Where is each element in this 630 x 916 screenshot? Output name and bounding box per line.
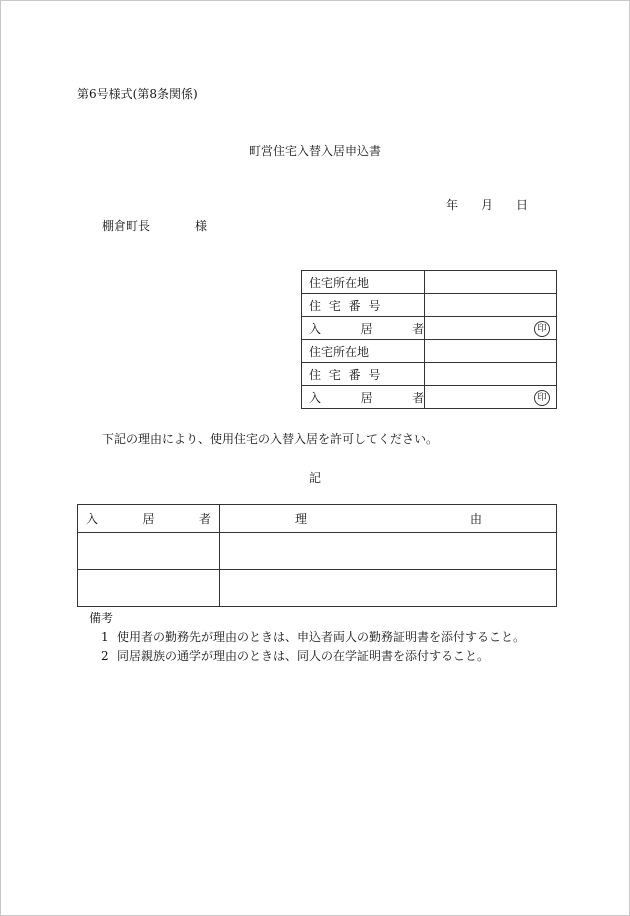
header-reason (220, 505, 557, 533)
document-title: 町営住宅入替入居申込書 (248, 144, 381, 158)
applicant-value-cell[interactable] (425, 294, 557, 317)
applicant-value-cell[interactable] (425, 363, 557, 386)
addressee-honorific: 様 (195, 219, 208, 233)
applicant-label: 住 宅 番 号 (302, 294, 425, 317)
header-char: 由 (469, 512, 482, 526)
note-text: 同居親族の通学が理由のときは、同人の在学証明書を添付すること。 (117, 649, 490, 663)
applicant-label: 入 居 者 (302, 386, 425, 409)
applicant-table (301, 270, 557, 409)
table-row (302, 363, 557, 386)
header-resident (78, 505, 220, 533)
header-char: 居 (142, 512, 155, 526)
applicant-label: 住 宅 番 号 (302, 363, 425, 386)
seal-mark: 印 (534, 390, 550, 406)
applicant-label: 住宅所在地 (302, 340, 425, 363)
applicant-value-cell[interactable] (425, 317, 557, 340)
reason-cell[interactable] (220, 570, 557, 607)
date-year-label: 年 (446, 198, 459, 212)
applicant-label: 入 居 者 (302, 317, 425, 340)
table-row (302, 317, 557, 340)
applicant-label: 住宅所在地 (302, 271, 425, 294)
note-number: 1 (101, 630, 109, 644)
form-number: 第6号様式(第8条関係) (77, 87, 198, 101)
ki-heading: 記 (308, 471, 321, 485)
applicant-value-cell[interactable] (425, 386, 557, 409)
note-number: 2 (101, 649, 109, 663)
header-char: 者 (198, 512, 211, 526)
table-row (78, 533, 557, 570)
resident-cell[interactable] (78, 570, 220, 607)
table-row (78, 570, 557, 607)
notes-heading: 備考 (89, 611, 114, 625)
request-text: 下記の理由により、使用住宅の入替入居を許可してください。 (102, 432, 439, 446)
header-char: 理 (295, 512, 308, 526)
reason-table (77, 504, 557, 607)
reason-cell[interactable] (220, 533, 557, 570)
addressee-name: 棚倉町長 (102, 219, 151, 233)
table-row (302, 271, 557, 294)
note-text: 使用者の勤務先が理由のときは、申込者両人の勤務証明書を添付すること。 (117, 630, 526, 644)
date-day-label: 日 (516, 198, 529, 212)
header-char: 入 (86, 512, 99, 526)
table-header-row (78, 505, 557, 533)
table-row (302, 294, 557, 317)
resident-cell[interactable] (78, 533, 220, 570)
seal-mark: 印 (534, 321, 550, 337)
table-row (302, 386, 557, 409)
applicant-value-cell[interactable] (425, 271, 557, 294)
date-month-label: 月 (481, 198, 494, 212)
table-row (302, 340, 557, 363)
applicant-value-cell[interactable] (425, 340, 557, 363)
